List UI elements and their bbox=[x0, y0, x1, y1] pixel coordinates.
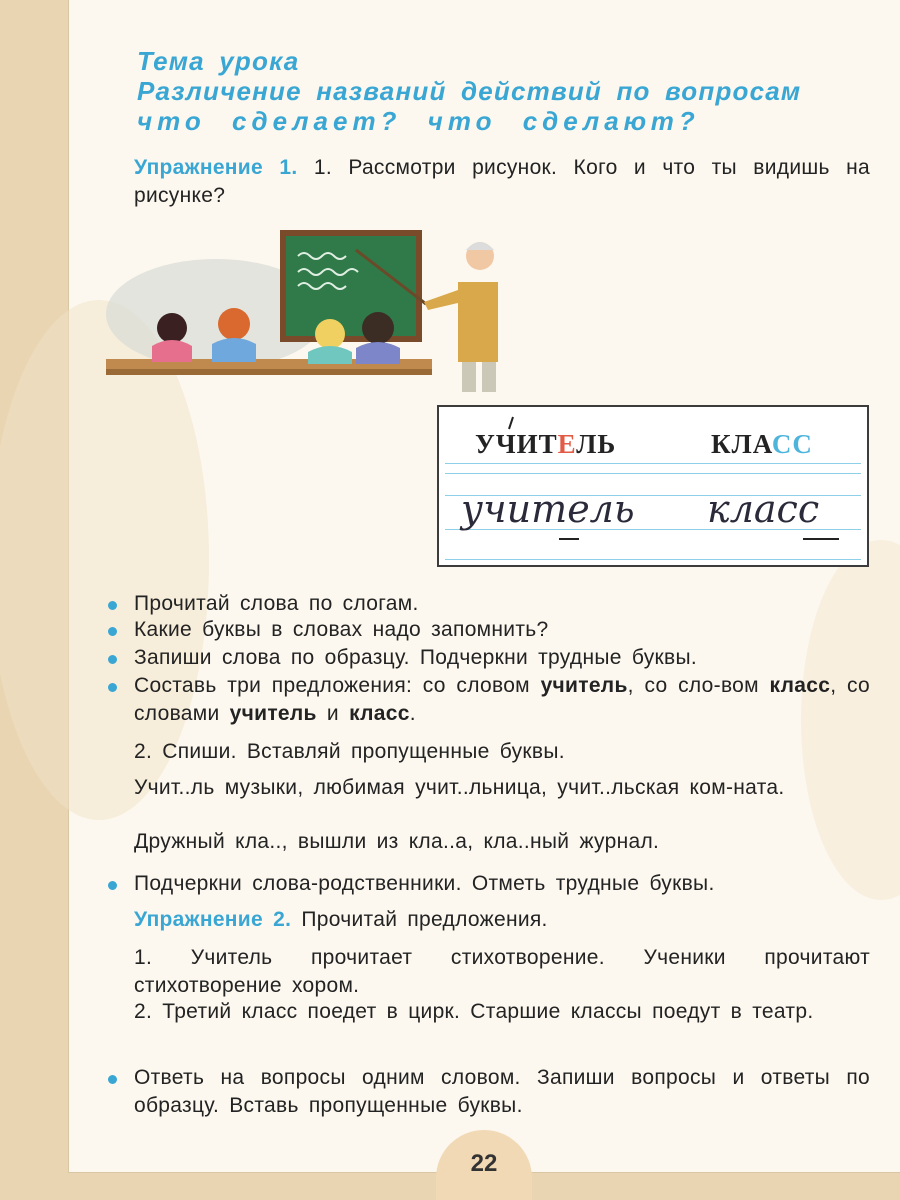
task2-instruction: 2. Спиши. Вставляй пропущенные буквы. bbox=[134, 740, 565, 763]
print-word-teacher: УЧИТЕЛЬ bbox=[475, 429, 617, 459]
exercise1-intro-text: 1. Рассмотри рисунок. Кого и что ты видишь на рисунке? bbox=[134, 156, 870, 207]
task2-line-b: Дружный кла.., вышли из кла..а, кла..ный журнал. bbox=[134, 830, 660, 853]
list-item: Прочитай слова по слогам. bbox=[104, 590, 870, 618]
page-number: 22 bbox=[436, 1130, 532, 1200]
list-item: Запиши слова по образцу. Подчеркни трудные буквы. bbox=[104, 644, 870, 672]
task2-line-a: Учит..ль музыки, любимая учит..льница, учит..льская ком-ната. bbox=[134, 776, 785, 799]
list-item: Ответь на вопросы одним словом. Запиши вопросы и ответы по образцу. Вставь пропущенные буквы. bbox=[104, 1064, 870, 1120]
bullet-icon bbox=[108, 601, 117, 610]
exercise2-sentence2: 2. Третий класс поедет в цирк. Старшие классы поедут в театр. bbox=[134, 1000, 814, 1023]
classroom-illustration bbox=[106, 224, 526, 394]
list-item: Составь три предложения: со словом учитель, со сло-вом класс, со словами учитель и класс. bbox=[104, 672, 870, 728]
lesson-title bbox=[137, 46, 801, 136]
exercise2-intro-text: Прочитай предложения. bbox=[301, 908, 548, 931]
underline-marks bbox=[439, 407, 871, 569]
print-word-class: КЛАСС bbox=[711, 429, 813, 459]
lesson-title-line2: Различение названий действий по вопросам bbox=[137, 76, 802, 106]
list-item: Какие буквы в словах надо запомнить? bbox=[104, 616, 870, 644]
lesson-title-line1: Тема урока bbox=[137, 46, 300, 76]
bullet-icon bbox=[108, 881, 117, 890]
word-sample-box bbox=[437, 405, 869, 567]
exercise1-label: Упражнение 1. bbox=[134, 156, 298, 179]
script-word-teacher: учитель bbox=[461, 487, 635, 531]
bullet-icon bbox=[108, 683, 117, 692]
script-word-class: класс bbox=[707, 487, 820, 531]
bullet-icon bbox=[108, 655, 117, 664]
exercise2-label: Упражнение 2. bbox=[134, 908, 292, 931]
list-item: Подчеркни слова-родственники. Отметь трудные буквы. bbox=[104, 870, 870, 898]
exercise1-intro bbox=[104, 154, 870, 210]
exercise2-sentence1: 1. Учитель прочитает стихотворение. Ученики прочитают стихотворение хором. bbox=[134, 946, 870, 997]
bullet-icon bbox=[108, 627, 117, 636]
lesson-title-line3: что сделает? что сделают? bbox=[137, 106, 700, 136]
bullet-icon bbox=[108, 1075, 117, 1084]
exercise2-intro bbox=[104, 906, 870, 934]
